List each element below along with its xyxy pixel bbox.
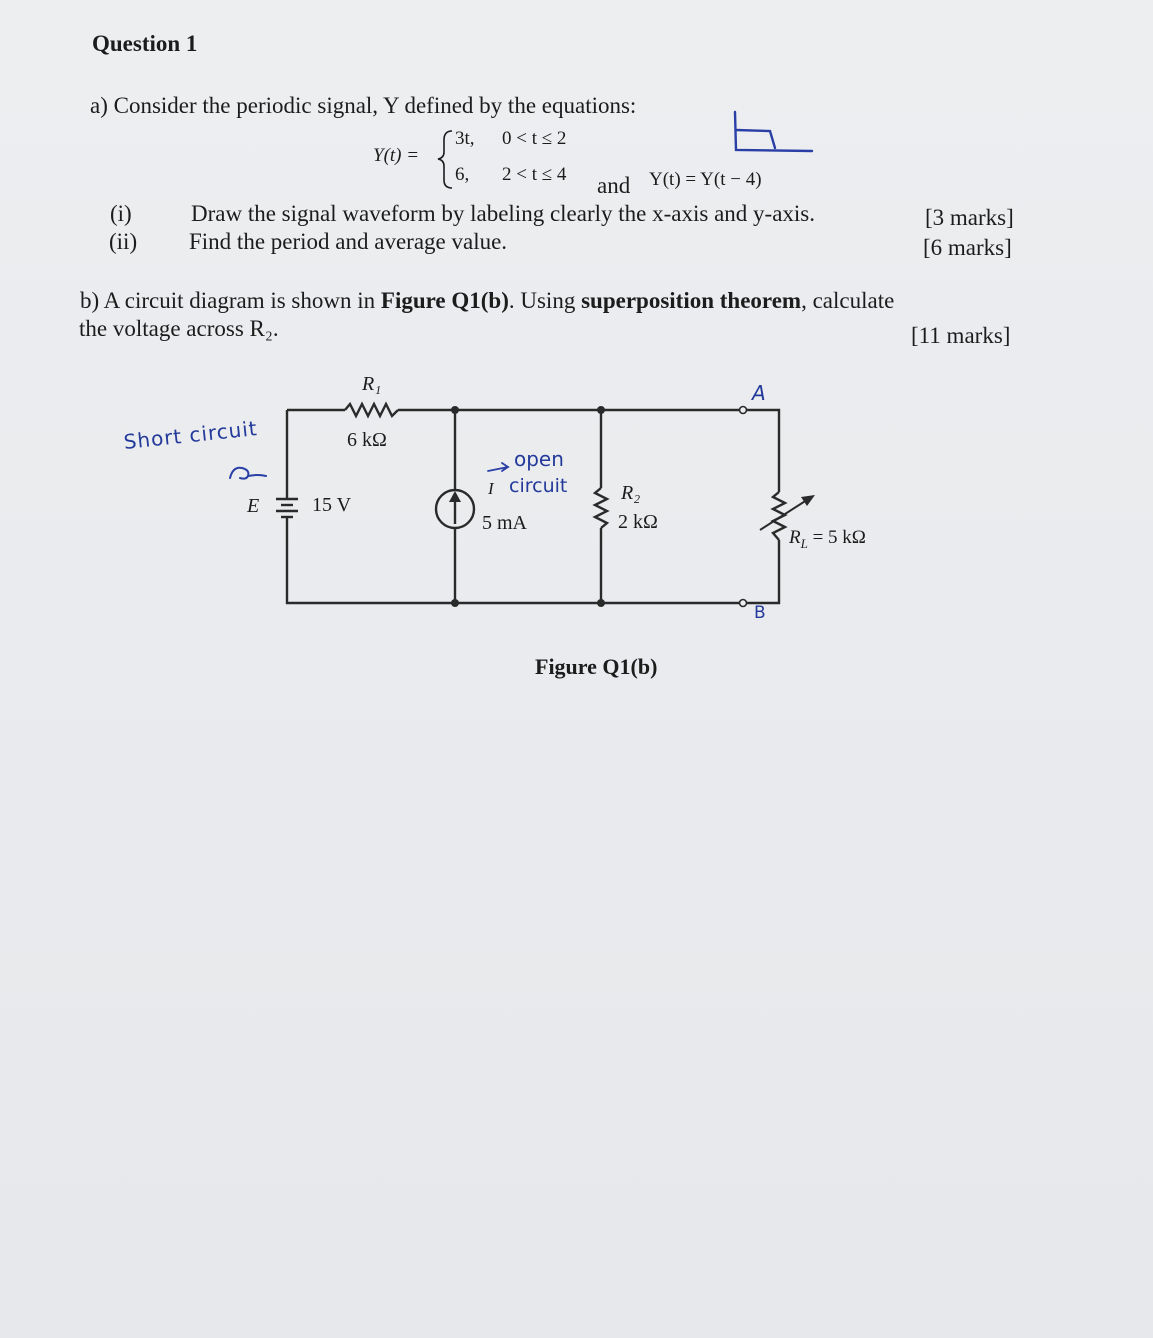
rl-arrow-icon <box>801 495 815 506</box>
r1-value: 6 kΩ <box>347 429 387 451</box>
junction-dot <box>451 406 459 414</box>
handwritten-node-a: A <box>752 381 766 405</box>
item-ii-marks: [6 marks] <box>923 235 1012 260</box>
case1-condition: 0 < t ≤ 2 <box>502 128 567 149</box>
junction-dot <box>597 406 605 414</box>
r2-value: 2 kΩ <box>618 511 658 533</box>
i-name: I <box>488 479 494 498</box>
rl-label: $R_L = 5$ kΩ <box>789 527 866 551</box>
current-arrow-icon <box>449 491 461 502</box>
case2-expression: 6, <box>455 164 470 185</box>
e-name: E <box>247 495 260 517</box>
case1-expression: 3t, <box>455 128 475 149</box>
handwritten-circuit: circuit <box>509 475 568 497</box>
terminal-a <box>740 407 747 414</box>
figure-caption: Figure Q1(b) <box>535 654 658 679</box>
i-value: 5 mA <box>482 512 527 534</box>
equation-lhs: Y(t) = <box>373 145 420 166</box>
part-b-marks: [11 marks] <box>911 323 1011 348</box>
periodic-equation: Y(t) = Y(t − 4) <box>649 169 762 190</box>
r1-name: R₁ <box>362 373 382 395</box>
e-value: 15 V <box>312 494 352 516</box>
item-i-number: (i) <box>110 201 132 226</box>
junction-dot <box>597 599 605 607</box>
wire-right-bottom <box>746 540 779 603</box>
and-word: and <box>597 173 631 198</box>
handwritten-node-b: B <box>754 603 766 623</box>
r2-name: R₂ <box>621 482 641 504</box>
part-b-text: b) A circuit diagram is shown in Figure Q1(b). Using superposition theorem, calculate <box>80 288 895 313</box>
case2-condition: 2 < t ≤ 4 <box>502 164 567 185</box>
item-i-text: Draw the signal waveform by labeling clearly the x-axis and y-axis. <box>191 201 815 226</box>
part-b-line2: the voltage across R₂. <box>79 316 279 341</box>
junction-dot <box>451 599 459 607</box>
handwritten-short-circuit: Short circuit <box>122 416 259 454</box>
question-title: Question 1 <box>92 31 198 56</box>
r2-resistor <box>595 488 607 528</box>
r1-resistor <box>345 404 398 416</box>
terminal-b <box>740 600 747 607</box>
item-ii-text: Find the period and average value. <box>189 229 508 254</box>
wire-right-top <box>746 410 779 492</box>
item-ii-number: (ii) <box>109 229 138 254</box>
part-a-intro: a) Consider the periodic signal, Y defined by the equations: <box>90 93 637 118</box>
handwritten-open: open <box>514 447 564 471</box>
item-i-marks: [3 marks] <box>925 205 1014 230</box>
